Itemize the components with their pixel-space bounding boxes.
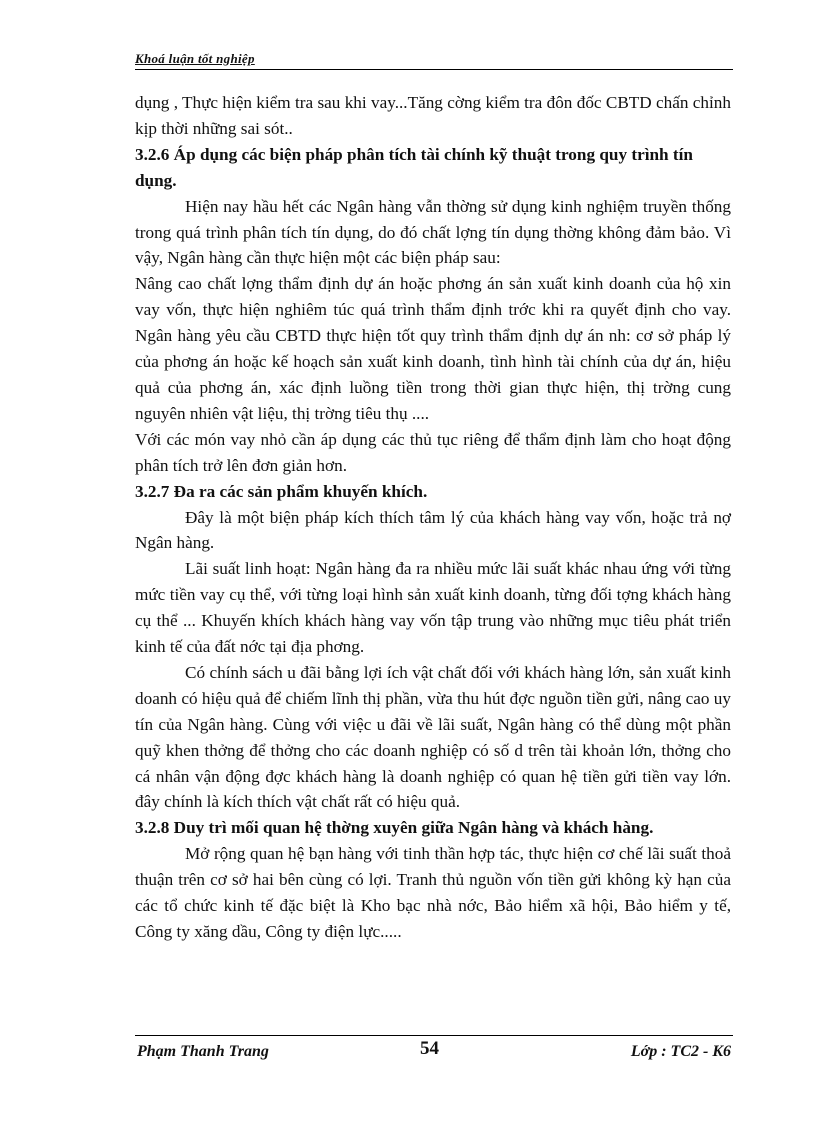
paragraph: Hiện nay hầu hết các Ngân hàng vẫn thờng sử dụng kinh nghiệm truyền thống trong quá trình phân tích tín dụng, do đó chất lợng tín dụng thờng không đảm bảo. Vì vậy, Ngân hàng cần thực hiện một các biện pháp sau: [135, 196, 731, 268]
paragraph: dụng , Thực hiện kiểm tra sau khi vay...Tăng cờng kiểm tra đôn đốc CBTD chấn chỉnh kịp thời những sai sót.. [135, 93, 731, 138]
paragraph: Với các món vay nhỏ cần áp dụng các thủ tục riêng để thẩm định làm cho hoạt động phân tích trở lên đơn giản hơn. [135, 429, 731, 475]
document-body [135, 90, 731, 945]
paragraph: Lãi suất linh hoạt: Ngân hàng đa ra nhiều mức lãi suất khác nhau ứng với từng mức tiền vay cụ thể, với từng loại hình sản xuất kinh doanh, từng đối tợng khách hàng cụ thể ... Khuyến khích khách hàng vay vốn tập trung vào những mục tiêu phát triển kinh tế của đất nớc tại địa phơng. [135, 559, 731, 657]
footer-author: Phạm Thanh Trang [137, 1043, 269, 1060]
section-heading-3-2-7: 3.2.7 Đa ra các sản phẩm khuyến khích. [135, 481, 428, 501]
footer-divider [135, 1035, 733, 1036]
section-heading-3-2-6: 3.2.6 Áp dụng các biện pháp phân tích tài chính kỹ thuật trong quy trình tín dụng. [135, 144, 693, 190]
paragraph: Nâng cao chất lợng thẩm định dự án hoặc phơng án sản xuất kinh doanh của hộ xin vay vốn, thực hiện nghiêm túc quá trình thẩm định trớc khi ra quyết định cho vay. Ngân hàng yêu cầu CBTD thực hiện tốt quy trình thẩm định dự án nh: cơ sở pháp lý của phơng án hoặc kế hoạch sản xuất kinh doanh, tình hình tài chính của dự án, hiệu quả của phơng án, xác định luồng tiền trong thời gian thực hiện, thị trờng cung nguyên nhiên vật liệu, thị trờng tiêu thụ .... [135, 274, 731, 423]
header-title: Khoá luận tốt nghiệp [135, 51, 255, 66]
paragraph: Đây là một biện pháp kích thích tâm lý của khách hàng vay vốn, hoặc trả nợ Ngân hàng. [135, 507, 731, 553]
section-heading-3-2-8: 3.2.8 Duy trì mối quan hệ thờng xuyên giữa Ngân hàng và khách hàng. [135, 818, 654, 838]
paragraph: Mở rộng quan hệ bạn hàng với tinh thần hợp tác, thực hiện cơ chế lãi suất thoả thuận trên cơ sở hai bên cùng có lợi. Tranh thủ nguồn vốn tiền gửi không kỳ hạn của các tổ chức kinh tế đặc biệt là Kho bạc nhà nớc, Bảo hiểm xã hội, Bảo hiểm y tế, Công ty xăng dầu, Công ty điện lực..... [135, 844, 731, 941]
footer-class: Lớp : TC2 - K6 [630, 1043, 731, 1060]
page-header [135, 49, 733, 70]
paragraph: Có chính sách u đãi bằng lợi ích vật chất đối với khách hàng lớn, sản xuất kinh doanh có hiệu quả để chiếm lĩnh thị phần, vừa thu hút đợc nguồn tiền gửi, nâng cao uy tín của Ngân hàng. Cùng với việc u đãi về lãi suất, Ngân hàng có thể dùng một phần quỹ khen thởng để thởng cho các doanh nghiệp có số d trên tài khoản lớn, thởng cho cá nhân vận động đợc khách hàng là doanh nghiệp có quan hệ tiền gửi tiền vay lớn. đây chính là kích thích vật chất rất có hiệu quả. [135, 662, 731, 812]
page-number: 54 [420, 1038, 439, 1059]
